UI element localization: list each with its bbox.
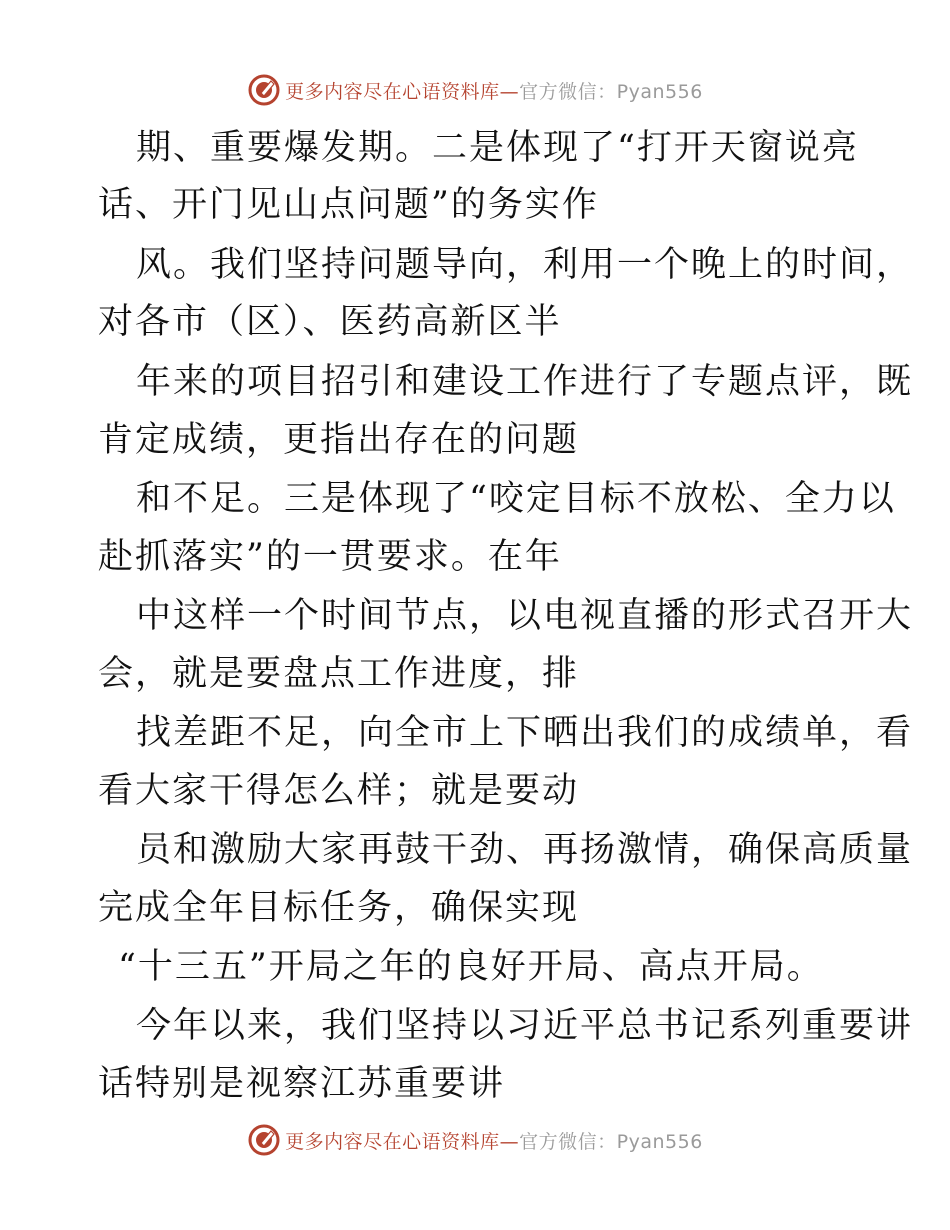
header-banner bbox=[0, 72, 950, 108]
body-line: 年来的项目招引和建设工作进行了专题点评，既 bbox=[136, 362, 914, 402]
body-line: 中这样一个时间节点，以电视直播的形式召开大 bbox=[136, 596, 914, 636]
footer-text bbox=[285, 1127, 703, 1154]
pen-nib-circle-icon bbox=[247, 73, 281, 107]
body-line: 找差距不足，向全市上下晒出我们的成绩单，看 bbox=[136, 713, 914, 753]
header-separator: — bbox=[499, 80, 520, 103]
body-line: 话、开门见山点问题”的务实作 bbox=[98, 185, 599, 225]
body-line: 看大家干得怎么样；就是要动 bbox=[98, 771, 580, 811]
body-line: “十三五”开局之年的良好开局、高点开局。 bbox=[118, 947, 824, 987]
body-line: 和不足。三是体现了“咬定目标不放松、全力以 bbox=[136, 479, 896, 519]
header-brand: 更多内容尽在心语资料库 bbox=[285, 80, 500, 103]
footer-separator: — bbox=[499, 1130, 520, 1153]
body-line: 对各市（区）、医药高新区半 bbox=[98, 302, 562, 342]
pen-nib-circle-icon bbox=[247, 1123, 281, 1157]
body-line: 赴抓落实”的一贯要求。在年 bbox=[98, 537, 562, 577]
header-wechat: 官方微信：Pyan556 bbox=[519, 80, 703, 103]
body-line: 完成全年目标任务，确保实现 bbox=[98, 888, 580, 928]
body-line: 期、重要爆发期。二是体现了“打开天窗说亮 bbox=[136, 128, 859, 168]
body-line: 风。我们坚持问题导向，利用一个晚上的时间， bbox=[136, 245, 914, 285]
body-line: 员和激励大家再鼓干劲、再扬激情，确保高质量 bbox=[136, 830, 914, 870]
body-line: 今年以来，我们坚持以习近平总书记系列重要讲 bbox=[136, 1006, 914, 1046]
body-line: 会，就是要盘点工作进度，排 bbox=[98, 654, 580, 694]
footer-brand: 更多内容尽在心语资料库 bbox=[285, 1130, 500, 1153]
body-line: 话特别是视察江苏重要讲 bbox=[98, 1064, 506, 1104]
header-text bbox=[285, 77, 703, 104]
footer-banner bbox=[0, 1122, 950, 1158]
footer-wechat: 官方微信：Pyan556 bbox=[519, 1130, 703, 1153]
body-line: 肯定成绩，更指出存在的问题 bbox=[98, 420, 580, 460]
